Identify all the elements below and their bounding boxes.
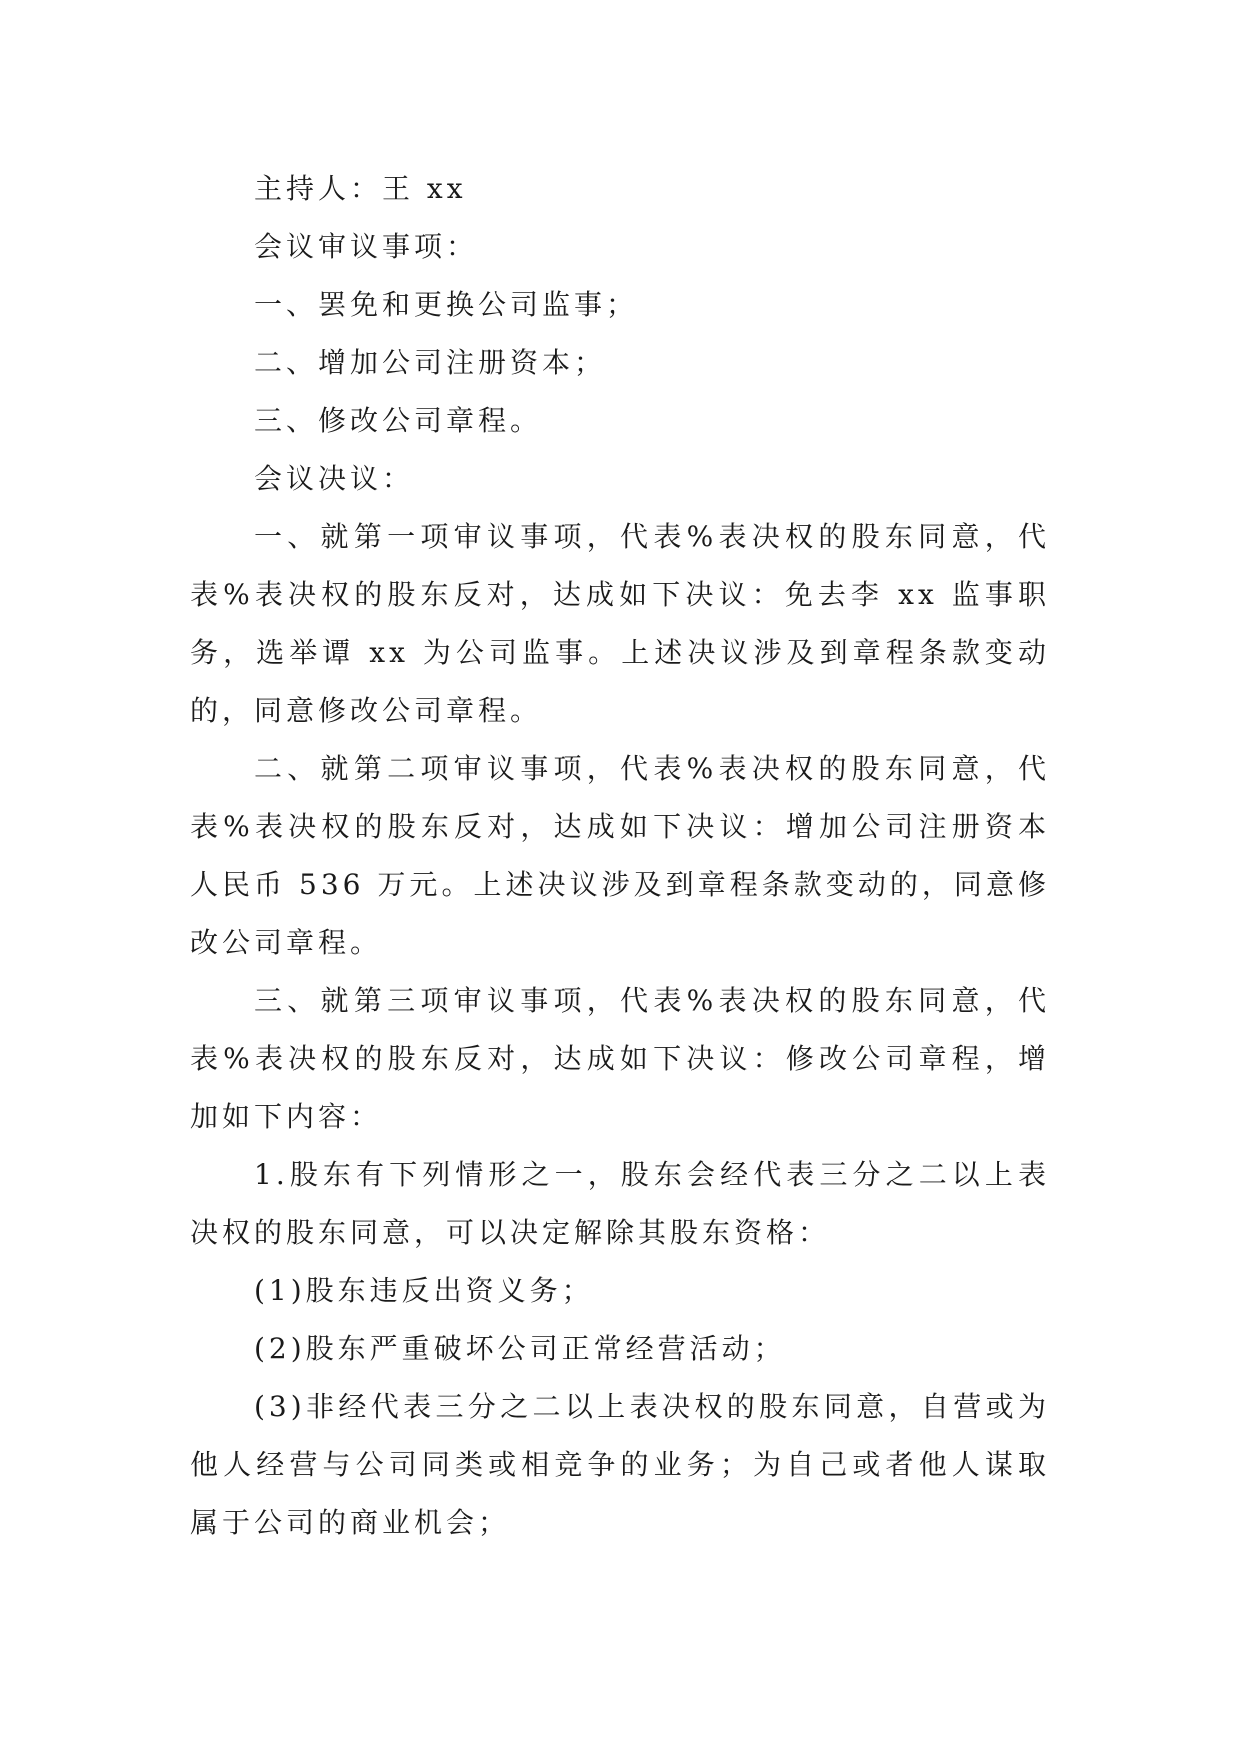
agenda-item: 一、罢免和更换公司监事；: [254, 288, 639, 321]
sub-item: (2)股东严重破坏公司正常经营活动；: [254, 1332, 786, 1365]
host-line: 主持人：王 xx: [254, 172, 467, 205]
resolution-heading: 会议决议：: [254, 462, 415, 495]
resolution-paragraph: 二、就第二项审议事项，代表%表决权的股东同意，代表%表决权的股东反对，达成如下决议：增加公司注册资本人民币 536 万元。上述决议涉及到章程条款变动的，同意修改公司章程。: [190, 752, 1050, 959]
sub-item: (3)非经代表三分之二以上表决权的股东同意，自营或为他人经营与公司同类或相竞争的业务；为自己或者他人谋取属于公司的商业机会；: [190, 1390, 1050, 1539]
agenda-item: 三、修改公司章程。: [254, 404, 543, 437]
sub-item: (1)股东违反出资义务；: [254, 1274, 594, 1307]
clause-paragraph: 1.股东有下列情形之一，股东会经代表三分之二以上表决权的股东同意，可以决定解除其股东资格：: [190, 1158, 1050, 1249]
resolution-paragraph: 三、就第三项审议事项，代表%表决权的股东同意，代表%表决权的股东反对，达成如下决议：修改公司章程，增加如下内容：: [190, 984, 1050, 1133]
agenda-item: 二、增加公司注册资本；: [254, 346, 607, 379]
resolution-paragraph: 一、就第一项审议事项，代表%表决权的股东同意，代表%表决权的股东反对，达成如下决议：免去李 xx 监事职务，选举谭 xx 为公司监事。上述决议涉及到章程条款变动的，同意修改公司章程。: [190, 520, 1050, 727]
document-body: [190, 160, 1050, 1552]
agenda-heading: 会议审议事项：: [254, 230, 479, 263]
